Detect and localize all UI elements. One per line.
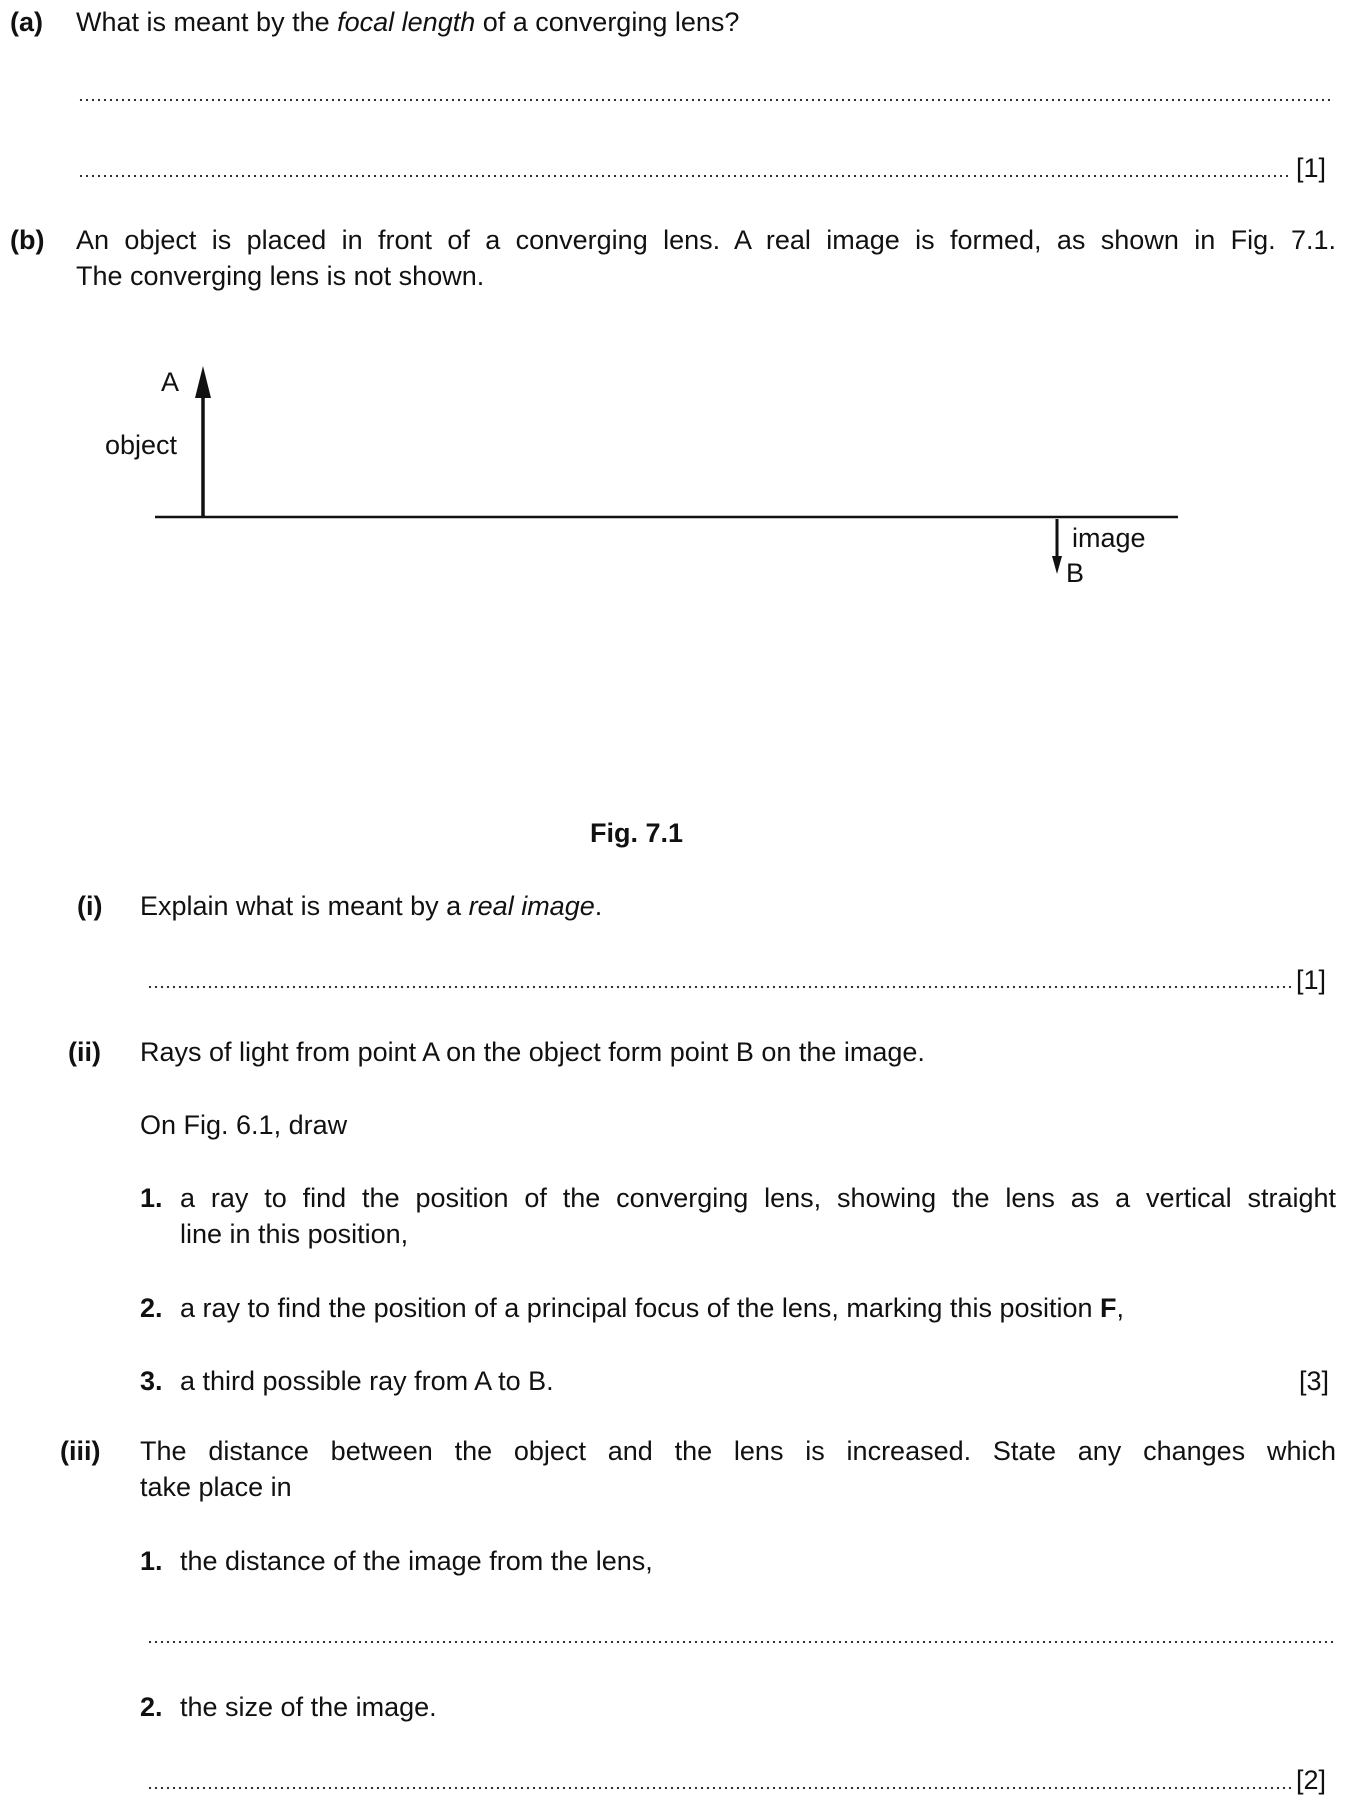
- part-a-text-after: of a converging lens?: [475, 7, 740, 37]
- part-ii-item2-text: [180, 1290, 1124, 1326]
- part-ii-item1-line2: line in this position,: [180, 1219, 409, 1249]
- part-ii-item1-num: 1.: [140, 1183, 163, 1213]
- answer-line-iii-1[interactable]: [147, 1640, 1335, 1644]
- part-iii-line1: The distance between the object and the lens is increased. State any changes which: [140, 1436, 1336, 1466]
- answer-line-iii-2[interactable]: [147, 1786, 1293, 1790]
- object-arrow-head: [195, 366, 211, 398]
- part-a-text-italic: focal length: [337, 7, 476, 37]
- part-i-text-after: .: [594, 891, 603, 921]
- part-ii-line2: On Fig. 6.1, draw: [140, 1110, 348, 1140]
- part-ii-item2-num: 2.: [140, 1293, 163, 1323]
- part-ii-item2-text-bold: F: [1100, 1293, 1117, 1323]
- part-ii-line1: Rays of light from point A on the object form point B on the image.: [140, 1037, 925, 1067]
- part-ii-item3-text: a third possible ray from A to B.: [180, 1366, 554, 1396]
- part-iii-item1-text: the distance of the image from the lens,: [180, 1546, 653, 1576]
- part-iii-line2: take place in: [140, 1472, 292, 1502]
- part-a-mark: [1]: [1296, 153, 1327, 183]
- part-b-line1: An object is placed in front of a converging lens. A real image is formed, as shown in Fig. 7.1.: [76, 225, 1336, 255]
- part-i-text-before: Explain what is meant by a: [140, 891, 469, 921]
- part-ii-label: (ii): [68, 1037, 101, 1067]
- answer-line-i[interactable]: [147, 985, 1293, 989]
- label-b: B: [1066, 558, 1085, 588]
- part-ii-item1-line1: a ray to find the position of the converging lens, showing the lens as a vertical straight: [180, 1183, 1336, 1213]
- label-object: object: [105, 430, 178, 460]
- figure-caption: Fig. 7.1: [590, 818, 684, 848]
- part-a-text-before: What is meant by the: [76, 7, 338, 37]
- part-ii-item2-text-before: a ray to find the position of a principal focus of the lens, marking this position: [180, 1293, 1101, 1323]
- part-a-label: (a): [10, 7, 43, 37]
- part-iii-label: (iii): [60, 1436, 101, 1466]
- part-b-line2: The converging lens is not shown.: [76, 261, 485, 291]
- part-iii-item2-num: 2.: [140, 1692, 163, 1722]
- part-ii-mark: [3]: [1299, 1366, 1330, 1396]
- part-iii-mark: [2]: [1296, 1765, 1327, 1795]
- part-i-text-italic: real image: [468, 891, 595, 921]
- label-image: image: [1072, 523, 1146, 553]
- part-i-mark: [1]: [1296, 965, 1327, 995]
- part-i-question: [140, 888, 602, 924]
- part-i-label: (i): [77, 891, 103, 921]
- part-ii-item3-num: 3.: [140, 1366, 163, 1396]
- label-a: A: [161, 367, 180, 397]
- part-b-label: (b): [10, 225, 45, 255]
- image-arrow-head: [1052, 556, 1062, 574]
- part-iii-item1-num: 1.: [140, 1546, 163, 1576]
- part-ii-item2-text-after: ,: [1116, 1293, 1125, 1323]
- part-iii-item2-text: the size of the image.: [180, 1692, 437, 1722]
